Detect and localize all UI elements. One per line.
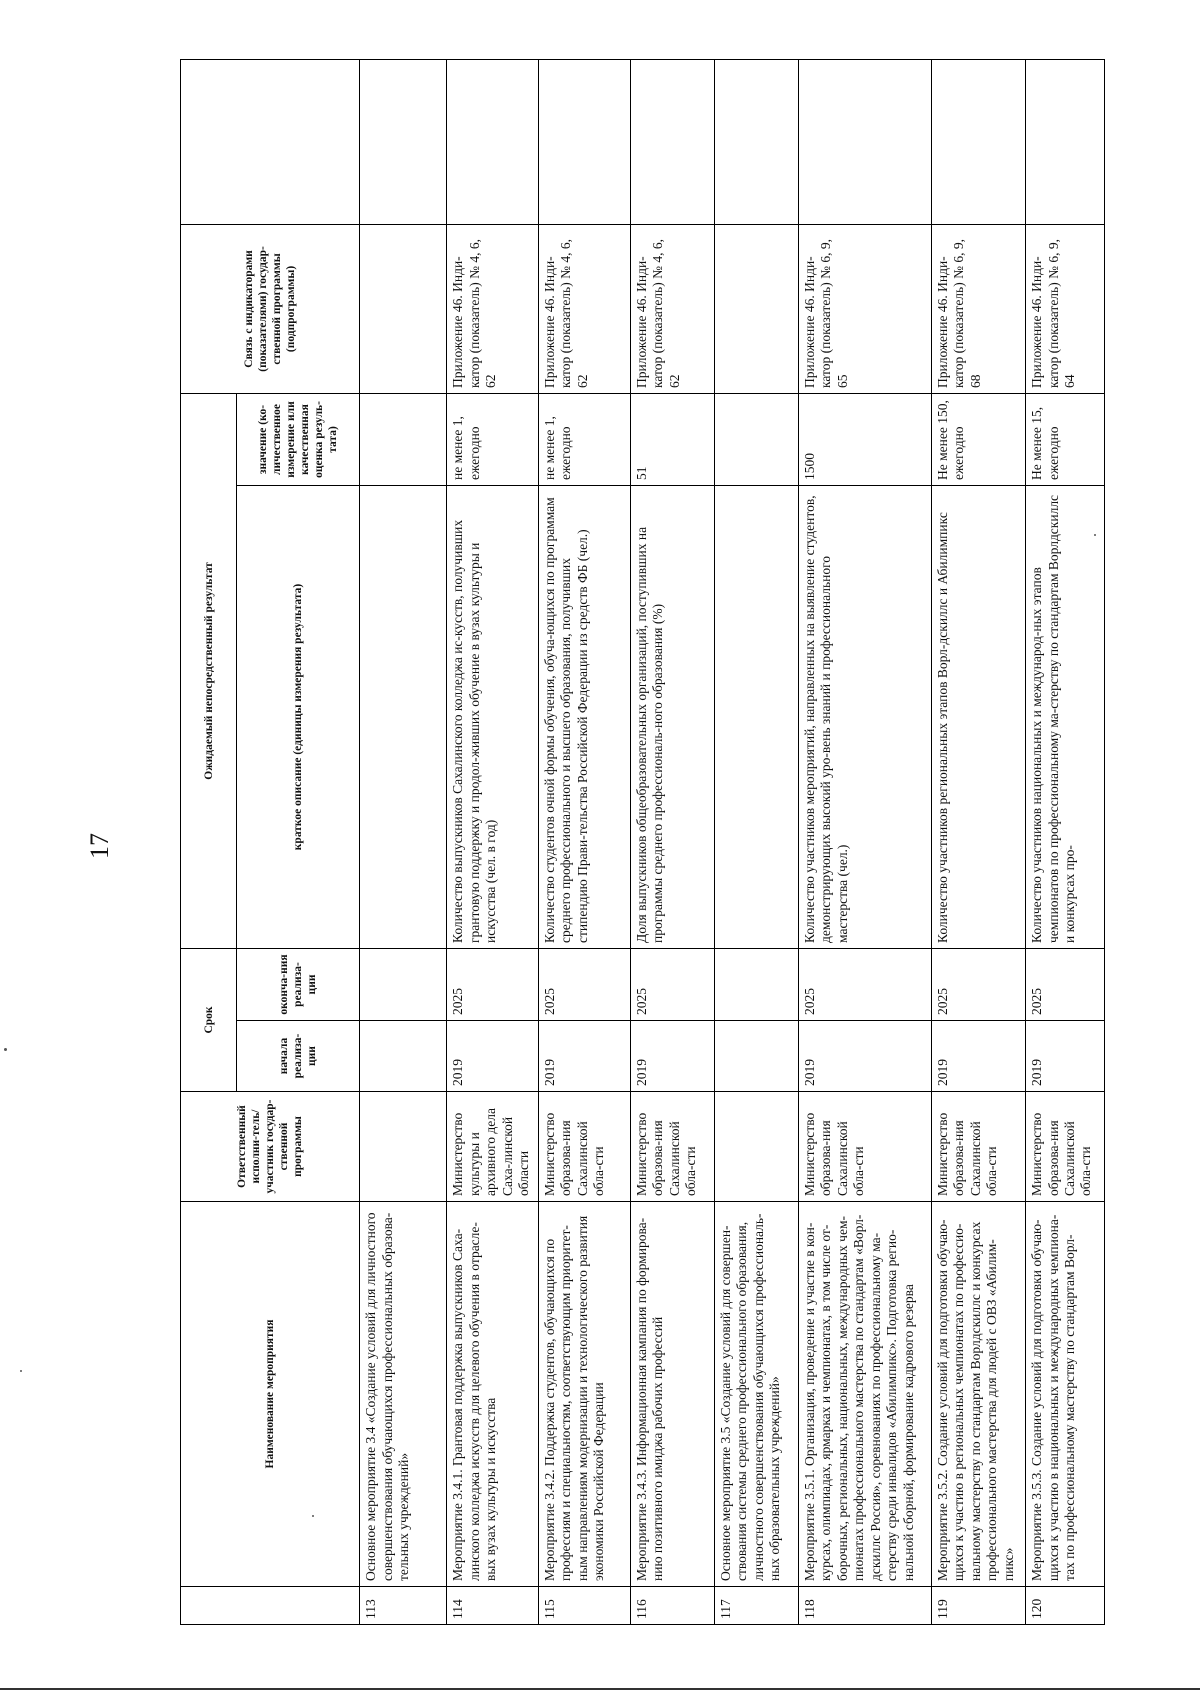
scan-speck [20,1370,22,1372]
header-extra [181,59,360,224]
header-period: Срок [181,948,237,1091]
row-responsible: Министерство образова-ния Сахалинской обла-сти [931,1092,1025,1202]
row-responsible [714,1092,798,1202]
row-measure-name: Мероприятие 3.5.2. Создание условий для подготовки обучаю-щихся к участию в региональных чемпионатах по профессио-нальному мастерству по стандартам Ворлдскиллс и конкурсах профессионального мастерства для людей с ОВЗ «Абилим-пикс» [931,1202,1025,1587]
table-row [714,59,798,1624]
row-measure-name: Мероприятие 3.5.1. Организация, проведение и участие в кон-курсах, олимпиадах, ярмарках и чемпионатах, в том числе от-борочных, региональных, национальных, международных чем-пионатах профессионального мастерства по стандартам «Ворл-дскиллс Россия», соревнованиях по профессиональному ма-стерству среди инвалидов «Абилимпикс». Подготовка регио-нальной сборной, формирование кадрового резерва [798,1202,931,1587]
row-start-year: 2019 [931,1021,1025,1092]
row-result-value: 1500 [798,393,931,485]
row-result-description [714,485,798,948]
table-row [1026,59,1105,1624]
row-start-year: 2019 [1026,1021,1105,1092]
row-extra [538,59,630,224]
row-responsible: Министерство образова-ния Сахалинской обла-сти [1026,1092,1105,1202]
scan-speck [1094,534,1096,536]
table-row [447,59,538,1624]
row-result-value: 51 [630,393,714,485]
row-number: 119 [931,1587,1025,1625]
row-number: 115 [538,1587,630,1625]
row-result-value: Не менее 150, ежегодно [931,393,1025,485]
row-indicators: Приложение 46. Инди-катор (показатель) № 4, 6, 62 [630,224,714,393]
row-result-description: Количество участников национальных и международ-ных этапов чемпионатов по профессиональному ма-стерству по стандартам Ворлдскиллс и конкурсах про- [1026,485,1105,948]
row-extra [931,59,1025,224]
row-indicators [360,224,447,393]
row-measure-name: Основное мероприятие 3.4 «Создание условий для личностного совершенствования обучающихся профессиональных образова-тельных учреждений» [360,1202,447,1587]
header-name: Наименование мероприятия [181,1202,360,1587]
row-number: 114 [447,1587,538,1625]
page-number: 17 [85,833,114,859]
row-indicators: Приложение 46. Инди-катор (показатель) № 4, 6, 62 [538,224,630,393]
row-start-year: 2019 [798,1021,931,1092]
row-result-description: Количество участников мероприятий, направленных на выявление студентов, демонстрирующих высокий уро-вень знаний и профессионального мастерства (чел.) [798,485,931,948]
row-result-description: Доля выпускников общеобразовательных организаций, поступивших на программы среднего профессиональ-ного образования (%) [630,485,714,948]
row-number: 118 [798,1587,931,1625]
table-row [538,59,630,1624]
scan-speck [312,1515,314,1517]
row-measure-name: Основное мероприятие 3.5 «Создание условий для совершен-ствования системы среднего профессионального образования, личностного совершенствования обучающихся профессиональ-ных образовательных учреждений» [714,1202,798,1587]
row-end-year: 2025 [538,948,630,1020]
table-row [931,59,1025,1624]
table-row [798,59,931,1624]
row-end-year: 2025 [630,948,714,1020]
row-extra [630,59,714,224]
row-start-year: 2019 [447,1021,538,1092]
row-measure-name: Мероприятие 3.4.3. Информационная кампания по формирова-нию позитивного имиджа рабочих профессий [630,1202,714,1587]
row-number: 116 [630,1587,714,1625]
table-header-row-1 [181,59,237,1624]
header-result-description: краткое описание (единицы измерения результата) [237,485,360,948]
row-extra [360,59,447,224]
row-responsible: Министерство образова-ния Сахалинской обла-сти [630,1092,714,1202]
header-result-value: значение (ко-личественное измерение или качественная оценка резуль-тата) [237,393,360,485]
row-result-value: не менее 1, ежегодно [538,393,630,485]
row-measure-name: Мероприятие 3.4.2. Поддержка студентов, обучающихся по профессиям и специальностям, соответствующим приоритет-ным направлениям модернизации и технологического развития экономики Российской Федерации [538,1202,630,1587]
row-result-value [714,393,798,485]
header-responsible: Ответственный исполни-тель/участник государ-ственной программы [181,1092,360,1202]
scan-speck [4,1048,7,1051]
row-indicators [714,224,798,393]
row-end-year [360,948,447,1020]
row-result-value: не менее 1, ежегодно [447,393,538,485]
header-period-start: начала реализа-ции [237,1021,360,1092]
row-start-year [714,1021,798,1092]
row-extra [798,59,931,224]
row-indicators: Приложение 46. Инди-катор (показатель) № 6, 9, 64 [1026,224,1105,393]
row-indicators: Приложение 46. Инди-катор (показатель) № 6, 9, 65 [798,224,931,393]
row-number: 117 [714,1587,798,1625]
header-number [181,1587,360,1625]
row-result-value: Не менее 15, ежегодно [1026,393,1105,485]
row-number: 120 [1026,1587,1105,1625]
row-start-year: 2019 [538,1021,630,1092]
row-result-description: Количество выпускников Сахалинского колледжа ис-кусств, получивших грантовую поддержку и продол-живших обучение в вузах культуры и искусства (чел. в год) [447,485,538,948]
scan-edge-line [0,1688,1200,1690]
row-start-year [360,1021,447,1092]
header-period-end: оконча-ния реализа-ции [237,948,360,1020]
row-extra [714,59,798,224]
row-indicators: Приложение 46. Инди-катор (показатель) № 4, 6, 62 [447,224,538,393]
row-end-year [714,948,798,1020]
row-measure-name: Мероприятие 3.5.3. Создание условий для подготовки обучаю-щихся к участию в национальных и международных чемпиона-тах по профессиональному мастерству по стандартам Ворл- [1026,1202,1105,1587]
measures-table [180,59,1105,1625]
row-result-value [360,393,447,485]
row-number: 113 [360,1587,447,1625]
table-row [360,59,447,1624]
row-end-year: 2025 [447,948,538,1020]
rotated-page [180,60,1105,1625]
header-indicators-link: Связь с индикаторами (показателями) государ-ственной программы (подпрограммы) [181,224,360,393]
table-row [630,59,714,1624]
row-result-description: Количество студентов очной формы обучения, обуча-ющихся по программам среднего профессионального и высшего образования, получивших стипендию Прави-тельства Российской Федерации из средств ФБ (чел.) [538,485,630,948]
row-end-year: 2025 [931,948,1025,1020]
row-start-year: 2019 [630,1021,714,1092]
row-responsible: Министерство образова-ния Сахалинской обла-сти [538,1092,630,1202]
row-extra [447,59,538,224]
row-measure-name: Мероприятие 3.4.1. Грантовая поддержка выпускников Саха-линского колледжа искусств для целевого обучения в отрасле-вых вузах культуры и искусства [447,1202,538,1587]
row-responsible [360,1092,447,1202]
header-expected-result: Ожидаемый непосредственный результат [181,393,237,948]
row-responsible: Министерство образова-ния Сахалинской обла-сти [798,1092,931,1202]
row-extra [1026,59,1105,224]
row-end-year: 2025 [798,948,931,1020]
row-indicators: Приложение 46. Инди-катор (показатель) № 6, 9, 68 [931,224,1025,393]
row-result-description [360,485,447,948]
row-result-description: Количество участников региональных этапов Ворл-дскиллс и Абилимпикс [931,485,1025,948]
row-responsible: Министерство культуры и архивного дела Саха-линской области [447,1092,538,1202]
row-end-year: 2025 [1026,948,1105,1020]
